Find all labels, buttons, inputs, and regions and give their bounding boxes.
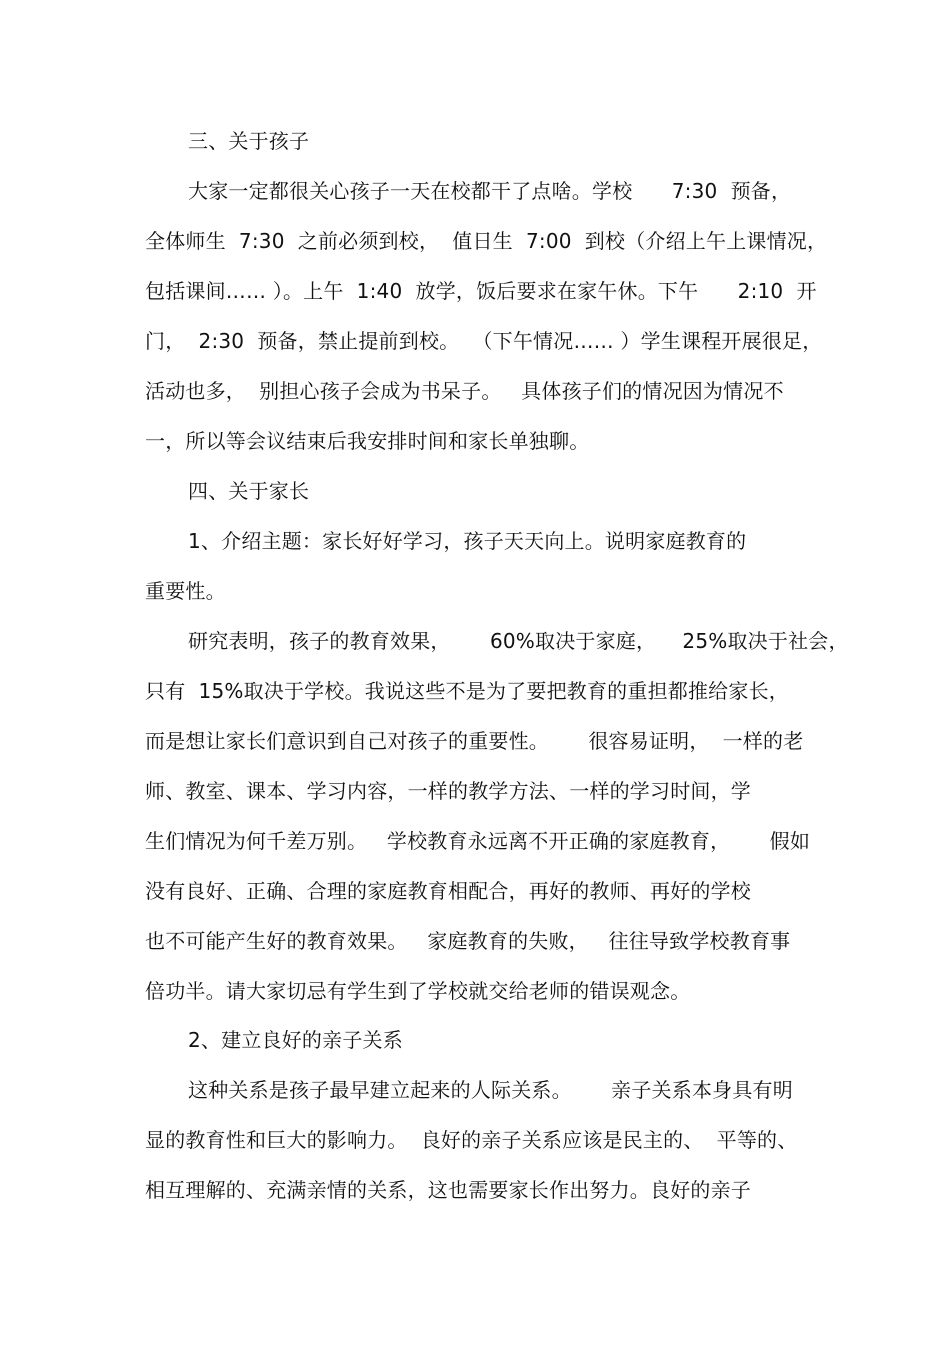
paragraph-line: 活动也多， 别担心孩子会成为书呆子。 具体孩子们的情况因为情况不 bbox=[145, 379, 784, 403]
paragraph-line: 只有 15%取决于学校。我说这些不是为了要把教育的重担都推给家长， bbox=[145, 679, 789, 703]
paragraph-line: 一，所以等会议结束后我安排时间和家长单独聊。 bbox=[145, 429, 590, 453]
section-heading-children: 三、关于孩子 bbox=[188, 129, 310, 153]
paragraph-line: 研究表明，孩子的教育效果， 60%取决于家庭， 25%取决于社会， bbox=[188, 629, 849, 653]
paragraph-line: 这种关系是孩子最早建立起来的人际关系。 亲子关系本身具有明 bbox=[188, 1078, 793, 1102]
subheading-line: 2、建立良好的亲子关系 bbox=[188, 1028, 403, 1052]
subheading-line: 1、介绍主题：家长好好学习，孩子天天向上。说明家庭教育的 bbox=[188, 529, 747, 553]
paragraph-line: 也不可能产生好的教育效果。 家庭教育的失败， 往往导致学校教育事 bbox=[145, 929, 791, 953]
paragraph-line: 没有良好、正确、合理的家庭教育相配合，再好的教师、再好的学校 bbox=[145, 879, 751, 903]
paragraph-line: 门， 2:30 预备，禁止提前到校。 （下午情况…… ）学生课程开展很足， bbox=[145, 329, 823, 353]
subheading-line: 重要性。 bbox=[145, 579, 226, 603]
paragraph-line: 相互理解的、充满亲情的关系，这也需要家长作出努力。良好的亲子 bbox=[145, 1178, 751, 1202]
paragraph-line: 生们情况为何千差万别。 学校教育永远离不开正确的家庭教育， 假如 bbox=[145, 829, 811, 853]
paragraph-line: 而是想让家长们意识到自己对孩子的重要性。 很容易证明， 一样的老 bbox=[145, 729, 804, 753]
paragraph-line: 倍功半。请大家切忌有学生到了学校就交给老师的错误观念。 bbox=[145, 979, 691, 1003]
paragraph-line: 显的教育性和巨大的影响力。 良好的亲子关系应该是民主的、 平等的、 bbox=[145, 1128, 798, 1152]
section-heading-parents: 四、关于家长 bbox=[188, 479, 310, 503]
paragraph-line: 包括课间…… ）。上午 1:40 放学，饭后要求在家午休。下午 2:10 开 bbox=[145, 279, 817, 303]
paragraph-line: 师、教室、课本、学习内容，一样的教学方法、一样的学习时间，学 bbox=[145, 779, 751, 803]
paragraph-line: 大家一定都很关心孩子一天在校都干了点啥。学校 7:30 预备， bbox=[188, 179, 792, 203]
paragraph-line: 全体师生 7:30 之前必须到校， 值日生 7:00 到校（介绍上午上课情况， bbox=[145, 229, 828, 253]
